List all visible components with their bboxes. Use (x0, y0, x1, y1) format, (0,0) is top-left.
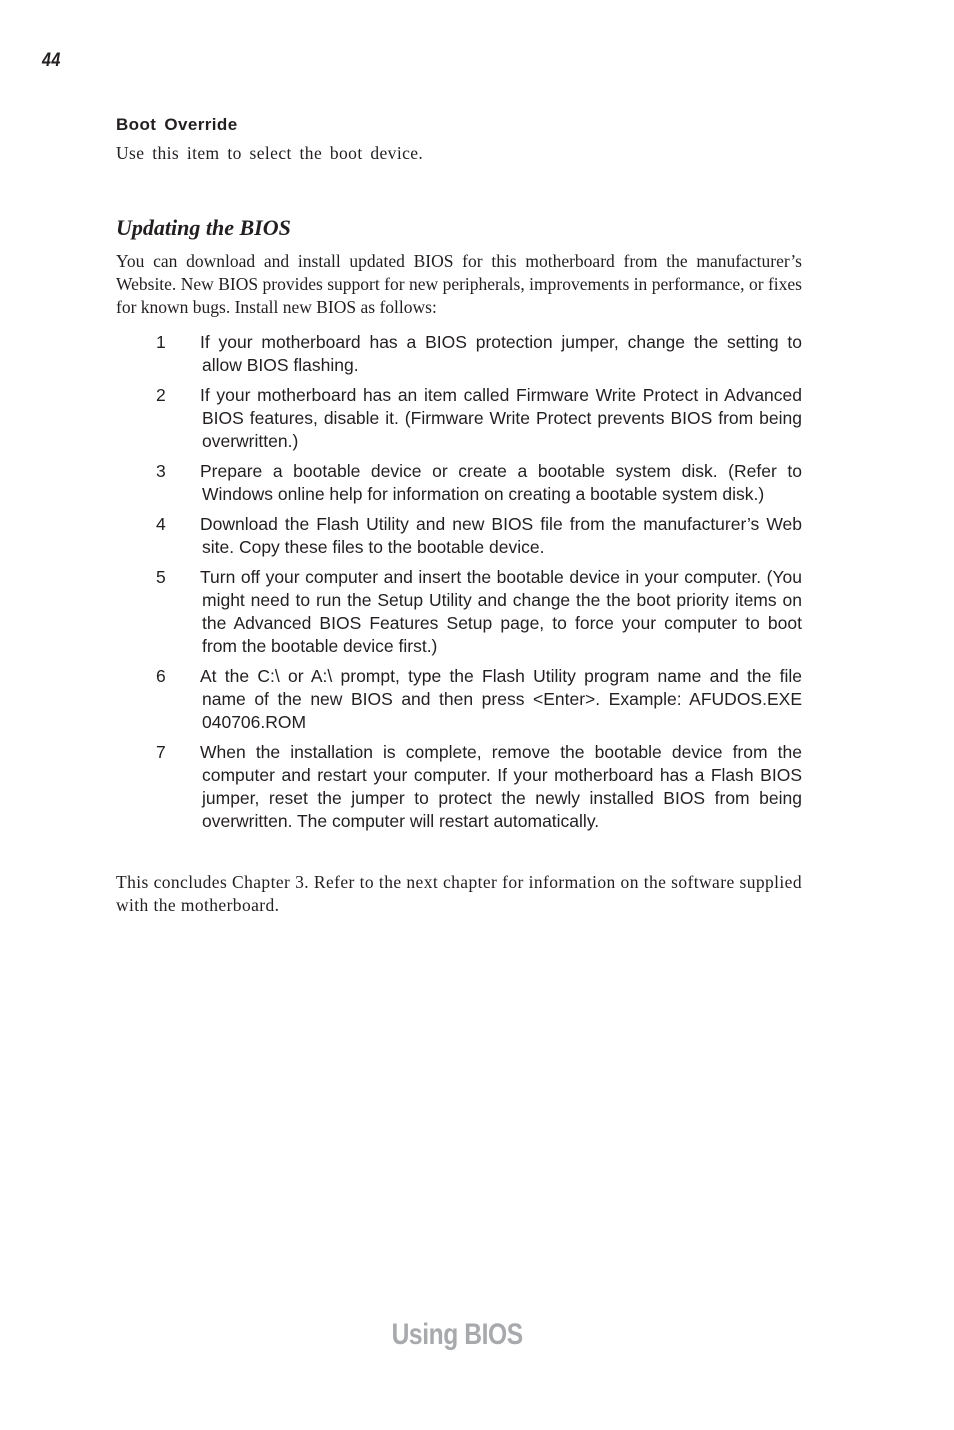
step-text: Prepare a bootable device or create a bootable system disk. (Refer to Windows online help for information on creating a bootable system disk.) (200, 461, 802, 504)
step-number: 2 (156, 385, 166, 405)
step-text: When the installation is complete, remove the bootable device from the computer and restart your computer. If your motherboard has a Flash BIOS jumper, reset the jumper to protect the newly installed BIOS from being overwritten. The computer will restart automatically. (200, 742, 802, 831)
bios-update-steps (116, 331, 802, 833)
list-item (116, 513, 802, 559)
step-text: At the C:\ or A:\ prompt, type the Flash Utility program name and the file name of the new BIOS and then press <Enter>. Example: AFUDOS.EXE 040706.ROM (200, 666, 802, 732)
list-item (116, 384, 802, 453)
boot-override-description: Use this item to select the boot device. (116, 143, 424, 163)
list-item (116, 741, 802, 833)
updating-bios-heading: Updating the BIOS (116, 215, 291, 240)
updating-bios-intro: You can download and install updated BIOS for this motherboard from the manufacturer’s Website. New BIOS provides support for new peripherals, improvements in performance, or fixes for known bugs. Install new BIOS as follows: (116, 251, 802, 317)
step-text: If your motherboard has a BIOS protection jumper, change the setting to allow BIOS flashing. (200, 332, 802, 375)
step-number: 5 (156, 567, 166, 587)
step-number: 6 (156, 666, 166, 686)
chapter-conclusion: This concludes Chapter 3. Refer to the next chapter for information on the software supplied with the motherboard. (116, 872, 802, 915)
boot-override-heading: Boot Override (116, 115, 238, 134)
step-text: If your motherboard has an item called Firmware Write Protect in Advanced BIOS features, disable it. (Firmware Write Protect prevents BIOS from being overwritten.) (200, 385, 802, 451)
step-text: Download the Flash Utility and new BIOS file from the manufacturer’s Web site. Copy these files to the bootable device. (200, 514, 802, 557)
step-number: 4 (156, 514, 166, 534)
footer-chapter-title: Using BIOS (391, 1318, 523, 1351)
list-item (116, 331, 802, 377)
step-number: 3 (156, 461, 166, 481)
list-item (116, 665, 802, 734)
page-content (116, 114, 802, 917)
step-number: 7 (156, 742, 166, 762)
list-item (116, 460, 802, 506)
step-number: 1 (156, 332, 166, 352)
list-item (116, 566, 802, 658)
page-number: 44 (42, 50, 61, 71)
step-text: Turn off your computer and insert the bootable device in your computer. (You might need to run the Setup Utility and change the the boot priority items on the Advanced BIOS Features Setup page, to force your computer to boot from the bootable device first.) (200, 567, 802, 656)
